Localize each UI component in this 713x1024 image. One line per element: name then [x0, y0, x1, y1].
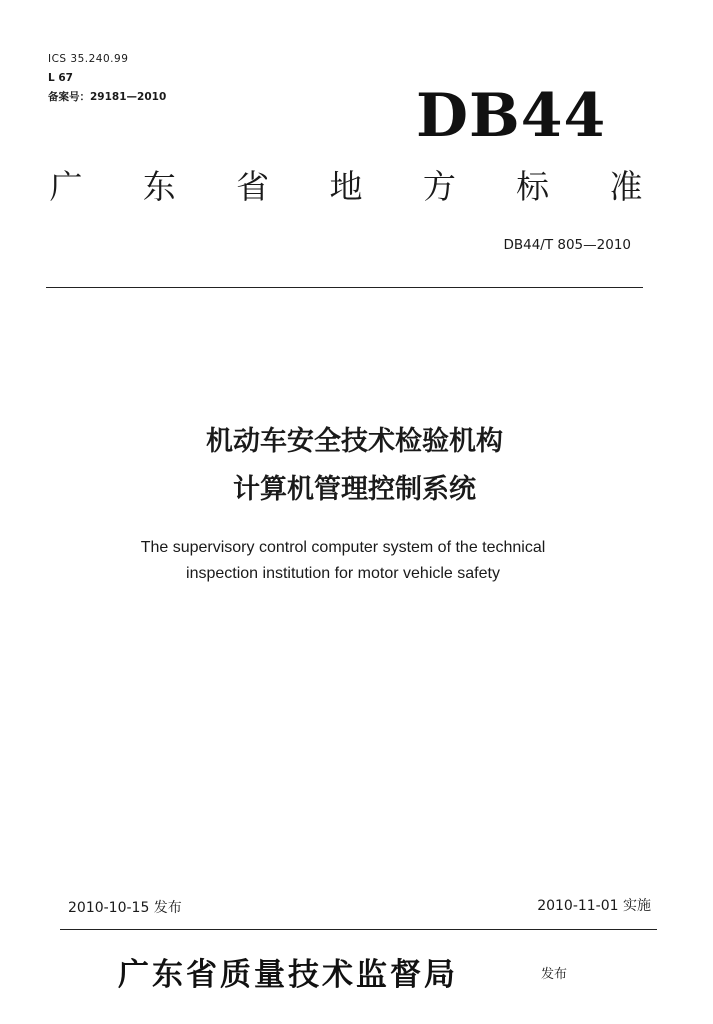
standard-type-char: 省 [236, 167, 270, 206]
title-chinese-line-2: 计算机管理控制系统 [233, 474, 476, 505]
bottom-divider [60, 929, 657, 930]
ics-code: ICS 35.240.99 [48, 53, 129, 65]
ccs-code: L 67 [48, 72, 73, 84]
standard-type-heading [46, 165, 646, 209]
title-english-line-1: The supervisory control computer system of the technical [140, 539, 546, 556]
title-chinese-line-1: 机动车安全技术检验机构 [206, 426, 503, 457]
standard-type-char: 东 [142, 167, 176, 206]
title-english-line-2: inspection institution for motor vehicle safety [186, 565, 500, 582]
db-mark: DB44 [416, 81, 607, 151]
standard-number: DB44/T 805—2010 [503, 237, 631, 253]
standard-type-char: 地 [329, 167, 363, 206]
standard-type-char: 准 [609, 167, 643, 206]
top-divider [46, 287, 643, 288]
issuing-authority-suffix: 发布 [541, 967, 568, 982]
standard-type-char: 广 [49, 167, 83, 206]
standard-type-char: 方 [422, 167, 456, 206]
record-number: 备案号：29181—2010 [48, 91, 167, 103]
standard-type-char: 标 [516, 167, 550, 206]
issue-date: 2010-10-15 发布 [68, 900, 182, 916]
issuing-authority: 广东省质量技术监督局 [118, 957, 458, 993]
implementation-date: 2010-11-01 实施 [537, 898, 651, 914]
